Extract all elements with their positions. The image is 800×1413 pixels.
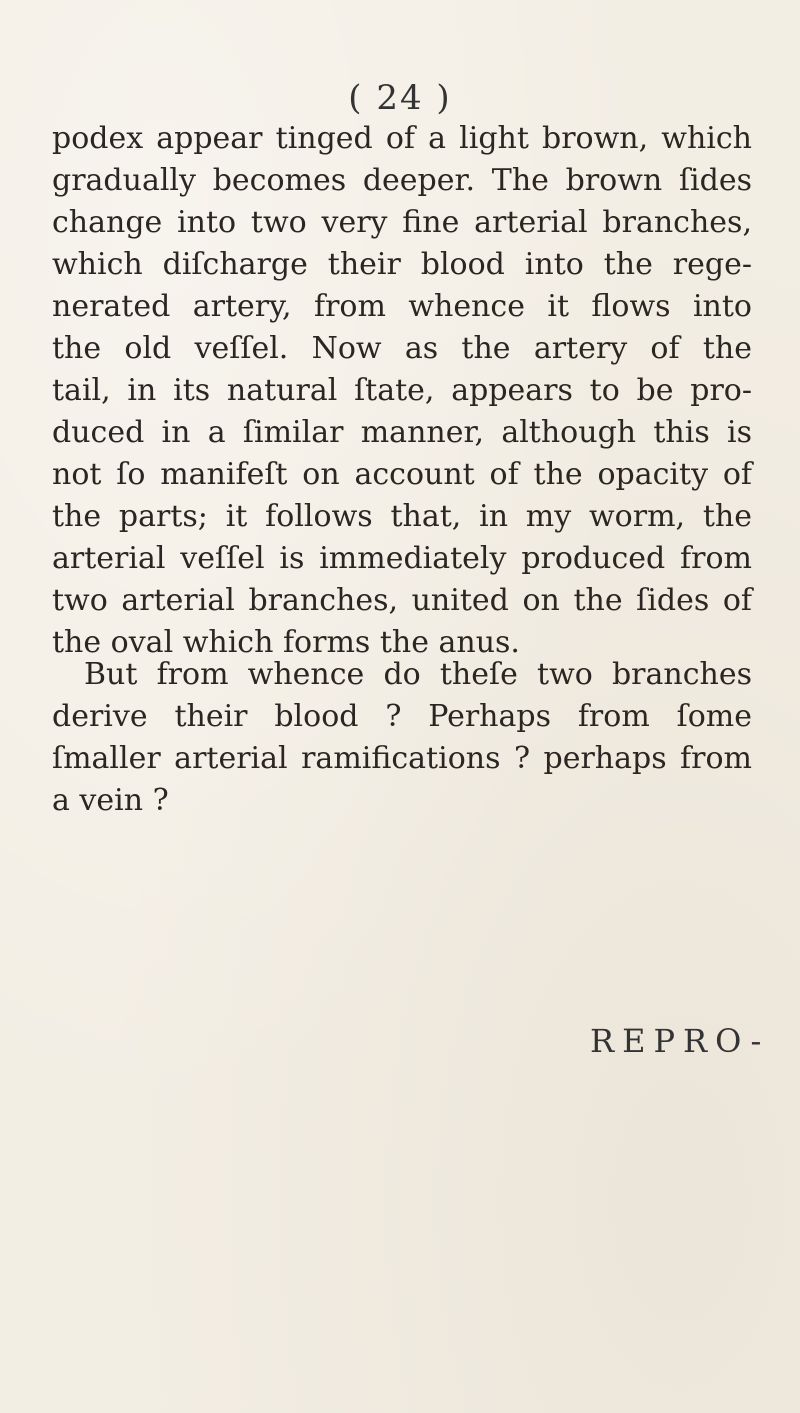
- text-line: which diſcharge their blood into the rege-: [52, 247, 752, 282]
- text-line: derive their blood ? Perhaps from ſome: [52, 699, 752, 734]
- text-line: nerated artery, from whence it flows into: [52, 289, 752, 324]
- text-line: two arterial branches, united on the ſides of: [52, 583, 752, 618]
- text-line: tail, in its natural ſtate, appears to be pro-: [52, 373, 752, 408]
- text-line: duced in a ſimilar manner, although this is: [52, 415, 752, 450]
- text-line: gradually becomes deeper. The brown ſides: [52, 163, 752, 198]
- text-line: a vein ?: [52, 783, 169, 818]
- text-line: the old veſſel. Now as the artery of the: [52, 331, 752, 366]
- paragraph-1: [52, 118, 752, 664]
- page-number: ( 24 ): [348, 78, 452, 118]
- text-line: the oval which forms the anus.: [52, 625, 520, 660]
- text-line: the parts; it follows that, in my worm, the: [52, 499, 752, 534]
- paragraph-2: [52, 654, 752, 822]
- text-line: podex appear tinged of a light brown, which: [52, 121, 752, 156]
- text-line: But from whence do theſe two branches: [84, 657, 752, 692]
- text-line: arterial veſſel is immediately produced from: [52, 541, 752, 576]
- catchword: REPRO-: [590, 1022, 770, 1060]
- text-line: change into two very fine arterial branches,: [52, 205, 752, 240]
- text-line: ſmaller arterial ramifications ? perhaps from: [52, 741, 752, 776]
- text-line: not ſo manifeſt on account of the opacity of: [52, 457, 752, 492]
